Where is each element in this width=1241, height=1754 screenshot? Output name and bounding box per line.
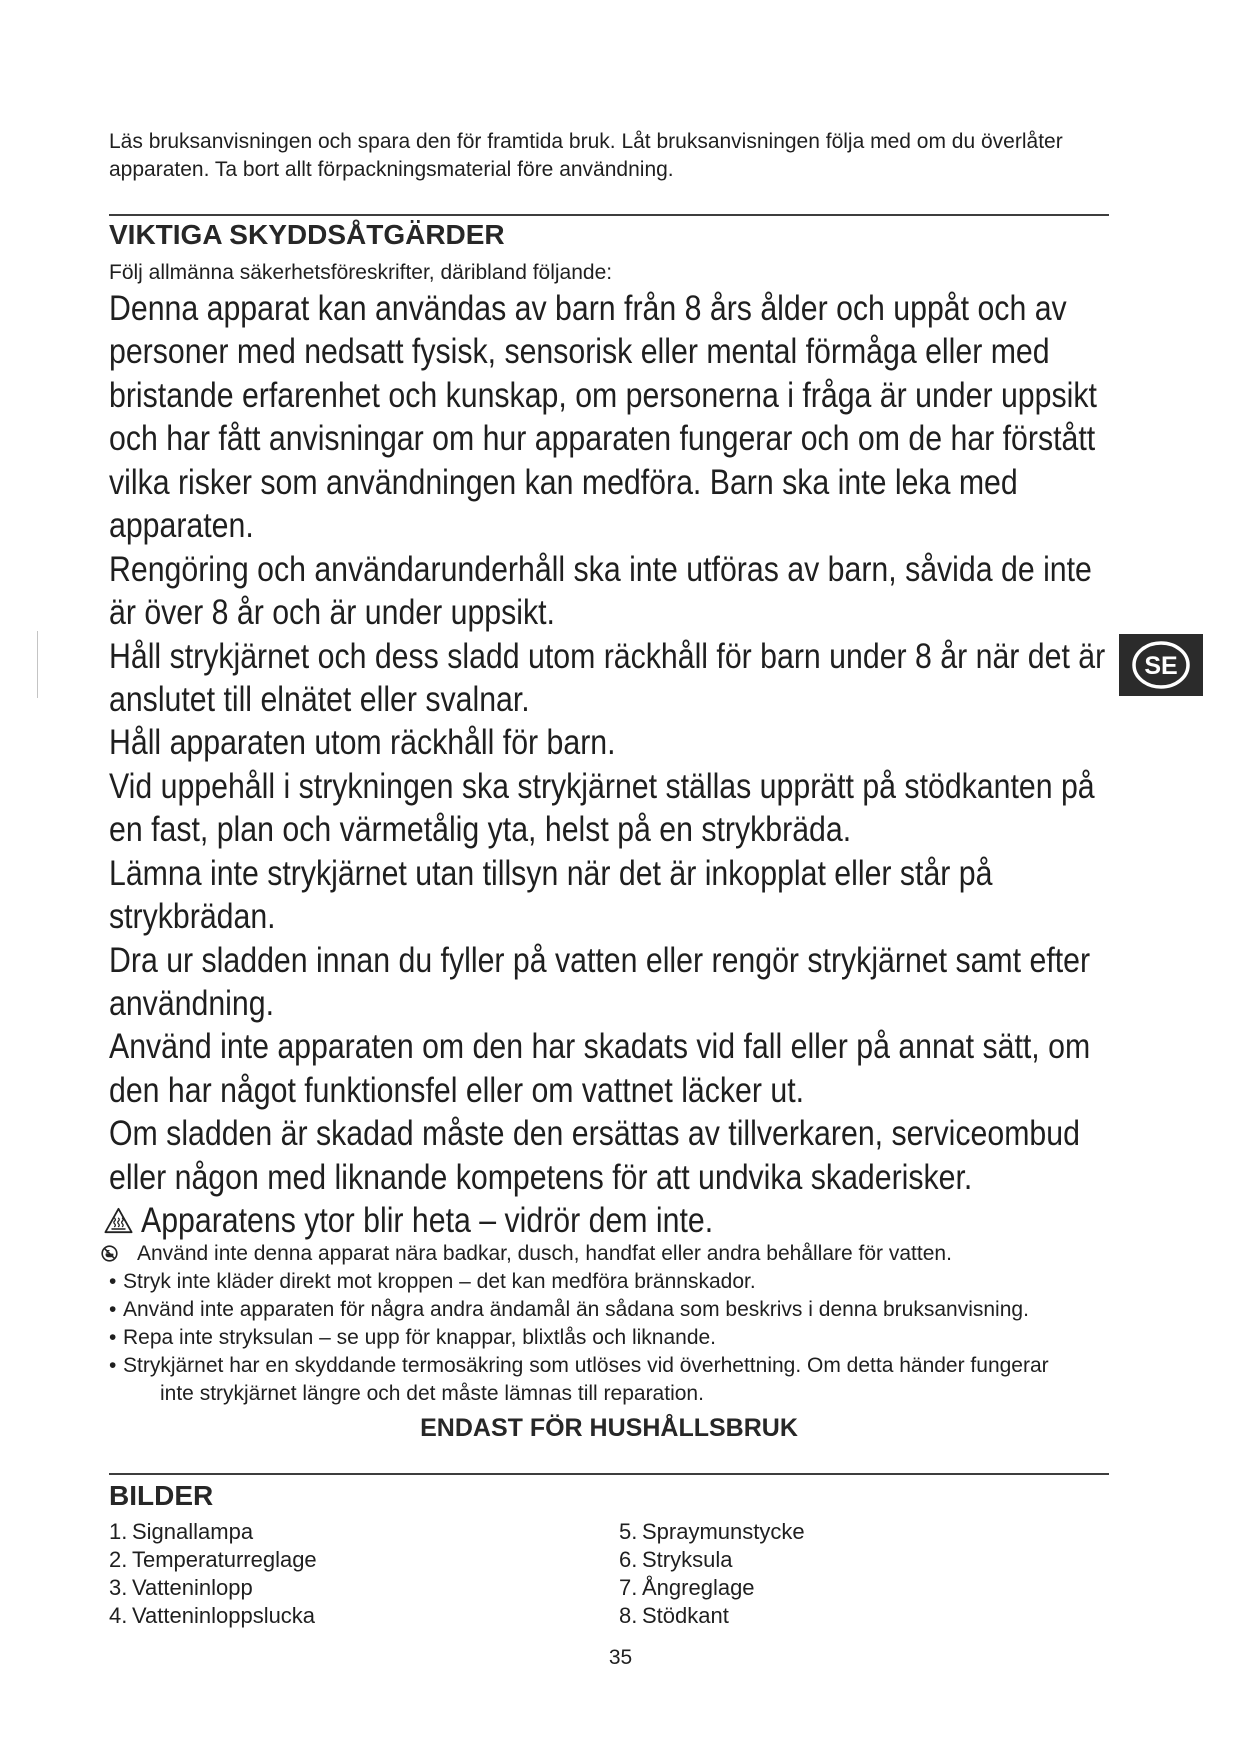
figure-number: 3.: [109, 1575, 128, 1600]
instruction-line: Rengöring och användarunderhåll ska inte utföras av barn, såvida de inte: [109, 549, 1092, 589]
badge-label: SE: [1144, 652, 1178, 680]
instruction-line: är över 8 år och är under uppsikt.: [109, 593, 555, 633]
instruction-paragraph: [109, 548, 1241, 635]
figures-list-left: [109, 1518, 317, 1630]
no-water-icon: [101, 1245, 118, 1262]
figure-label: Temperaturreglage: [132, 1547, 317, 1572]
hot-surface-warning: [109, 1199, 1241, 1242]
figure-item: [619, 1602, 805, 1630]
instruction-line: strykbrädan.: [109, 897, 276, 937]
bullet-item: [109, 1324, 1109, 1352]
margin-mark: [37, 631, 38, 698]
instruction-line: Vid uppehåll i strykningen ska strykjärnet ställas upprätt på stödkanten på: [109, 766, 1095, 806]
section-divider: [109, 1473, 1109, 1475]
instruction-line: Håll strykjärnet och dess sladd utom räckhåll för barn under 8 år när det är: [109, 636, 1106, 676]
instruction-paragraph: [109, 721, 1241, 764]
instruction-line: Dra ur sladden innan du fyller på vatten eller rengör strykjärnet samt efter: [109, 940, 1091, 980]
instruction-line: anslutet till elnätet eller svalnar.: [109, 679, 530, 719]
instruction-paragraph: [109, 939, 1241, 1026]
instruction-line: användning.: [109, 984, 274, 1023]
figures-list-right: [619, 1518, 805, 1630]
figure-number: 6.: [619, 1547, 638, 1572]
figure-label: Signallampa: [132, 1519, 254, 1544]
language-badge: [1119, 634, 1203, 696]
figure-item: [619, 1574, 805, 1602]
figure-label: Stryksula: [642, 1547, 733, 1572]
figure-label: Vatteninloppslucka: [132, 1603, 316, 1628]
intro-line: apparaten. Ta bort allt förpackningsmaterial före användning.: [109, 158, 674, 181]
bullet-text: • Repa inte stryksulan – se upp för knappar, blixtlås och liknande.: [123, 1326, 717, 1350]
instruction-paragraph: [109, 852, 1241, 939]
instruction-line: Använd inte apparaten om den har skadats vid fall eller på annat sätt, om: [109, 1027, 1091, 1067]
figure-label: Ångreglage: [642, 1575, 755, 1600]
instruction-paragraph: [109, 1112, 1241, 1199]
instruction-line: vilka risker som användningen kan medföra. Barn ska inte leka med: [109, 462, 1018, 502]
figure-item: [109, 1518, 317, 1546]
instruction-line: apparaten.: [109, 506, 254, 546]
section-divider: [109, 214, 1109, 216]
instruction-line: eller någon med liknande kompetens för att undvika skaderisker.: [109, 1157, 973, 1197]
figure-item: [619, 1518, 805, 1546]
bullet-text: inte strykjärnet längre och det måste lämnas till reparation.: [160, 1382, 704, 1406]
figure-number: 8.: [619, 1603, 638, 1628]
figures-heading: BILDER: [109, 1480, 214, 1511]
hot-surface-warning-text: Apparatens ytor blir heta – vidrör dem inte.: [141, 1201, 714, 1241]
bullet-text: • Använd inte apparaten för några andra ändamål än sådana som beskrivs i denna bruksanvisning.: [123, 1298, 1029, 1322]
water-warning: [109, 1240, 1109, 1268]
bullet-item: [109, 1352, 1109, 1408]
figure-item: [109, 1546, 317, 1574]
instruction-line: personer med nedsatt fysisk, sensorisk eller mental förmåga eller med: [109, 332, 1050, 372]
page-number: 35: [608, 1646, 633, 1669]
figure-label: Vatteninlopp: [132, 1575, 253, 1600]
figure-label: Spraymunstycke: [642, 1519, 805, 1544]
intro-paragraph: [109, 128, 1063, 184]
bullet-item: [109, 1296, 1109, 1324]
instruction-line: bristande erfarenhet och kunskap, om personerna i fråga är under uppsikt: [109, 375, 1097, 415]
figure-label: Stödkant: [642, 1603, 729, 1628]
figure-number: 2.: [109, 1547, 128, 1572]
bullet-line: [109, 1352, 1109, 1380]
hot-surface-warning-icon: [104, 1207, 133, 1234]
instruction-line: Om sladden är skadad måste den ersättas av tillverkaren, serviceombud: [109, 1114, 1080, 1154]
figure-item: [619, 1546, 805, 1574]
instruction-line: och har fått anvisningar om hur apparaten fungerar och om de har förstått: [109, 419, 1096, 459]
figure-item: [109, 1602, 317, 1630]
instruction-line: Lämna inte strykjärnet utan tillsyn när det är inkopplat eller står på: [109, 853, 993, 893]
figure-number: 5.: [619, 1519, 638, 1544]
water-warning-text: Använd inte denna apparat nära badkar, dusch, handfat eller andra behållare för vatten.: [137, 1242, 952, 1265]
bullet-text: • Stryk inte kläder direkt mot kroppen – det kan medföra brännskador.: [123, 1270, 756, 1294]
figure-number: 7.: [619, 1575, 638, 1600]
instruction-paragraph: [109, 765, 1241, 852]
figure-item: [109, 1574, 317, 1602]
bullet-continuation-line: [109, 1380, 1109, 1408]
instruction-paragraph: [109, 287, 1241, 548]
intro-line: Läs bruksanvisningen och spara den för framtida bruk. Låt bruksanvisningen följa med om du överlåter: [109, 130, 1063, 153]
figure-number: 4.: [109, 1603, 128, 1628]
instruction-paragraph: [109, 1025, 1241, 1112]
additional-warnings: [109, 1240, 1109, 1408]
instruction-paragraph: [109, 635, 1241, 722]
bullet-text: • Strykjärnet har en skyddande termosäkring som utlöses vid överhettning. Om detta händer fungerar: [123, 1354, 1049, 1378]
figure-number: 1.: [109, 1519, 128, 1544]
instruction-line: en fast, plan och värmetålig yta, helst på en strykbräda.: [109, 810, 852, 850]
instruction-line: Denna apparat kan användas av barn från 8 års ålder och uppåt och av: [109, 289, 1067, 328]
instruction-line: Håll apparaten utom räckhåll för barn.: [109, 723, 616, 763]
bullet-item: [109, 1268, 1109, 1296]
safety-subheading: Följ allmänna säkerhetsföreskrifter, däribland följande:: [109, 261, 613, 284]
household-use-note: ENDAST FÖR HUSHÅLLSBRUK: [420, 1414, 798, 1442]
safety-heading: VIKTIGA SKYDDSÅTGÄRDER: [109, 219, 505, 250]
instruction-line: den har något funktionsfel eller om vattnet läcker ut.: [109, 1070, 805, 1110]
instructions-block: [109, 287, 1241, 1243]
